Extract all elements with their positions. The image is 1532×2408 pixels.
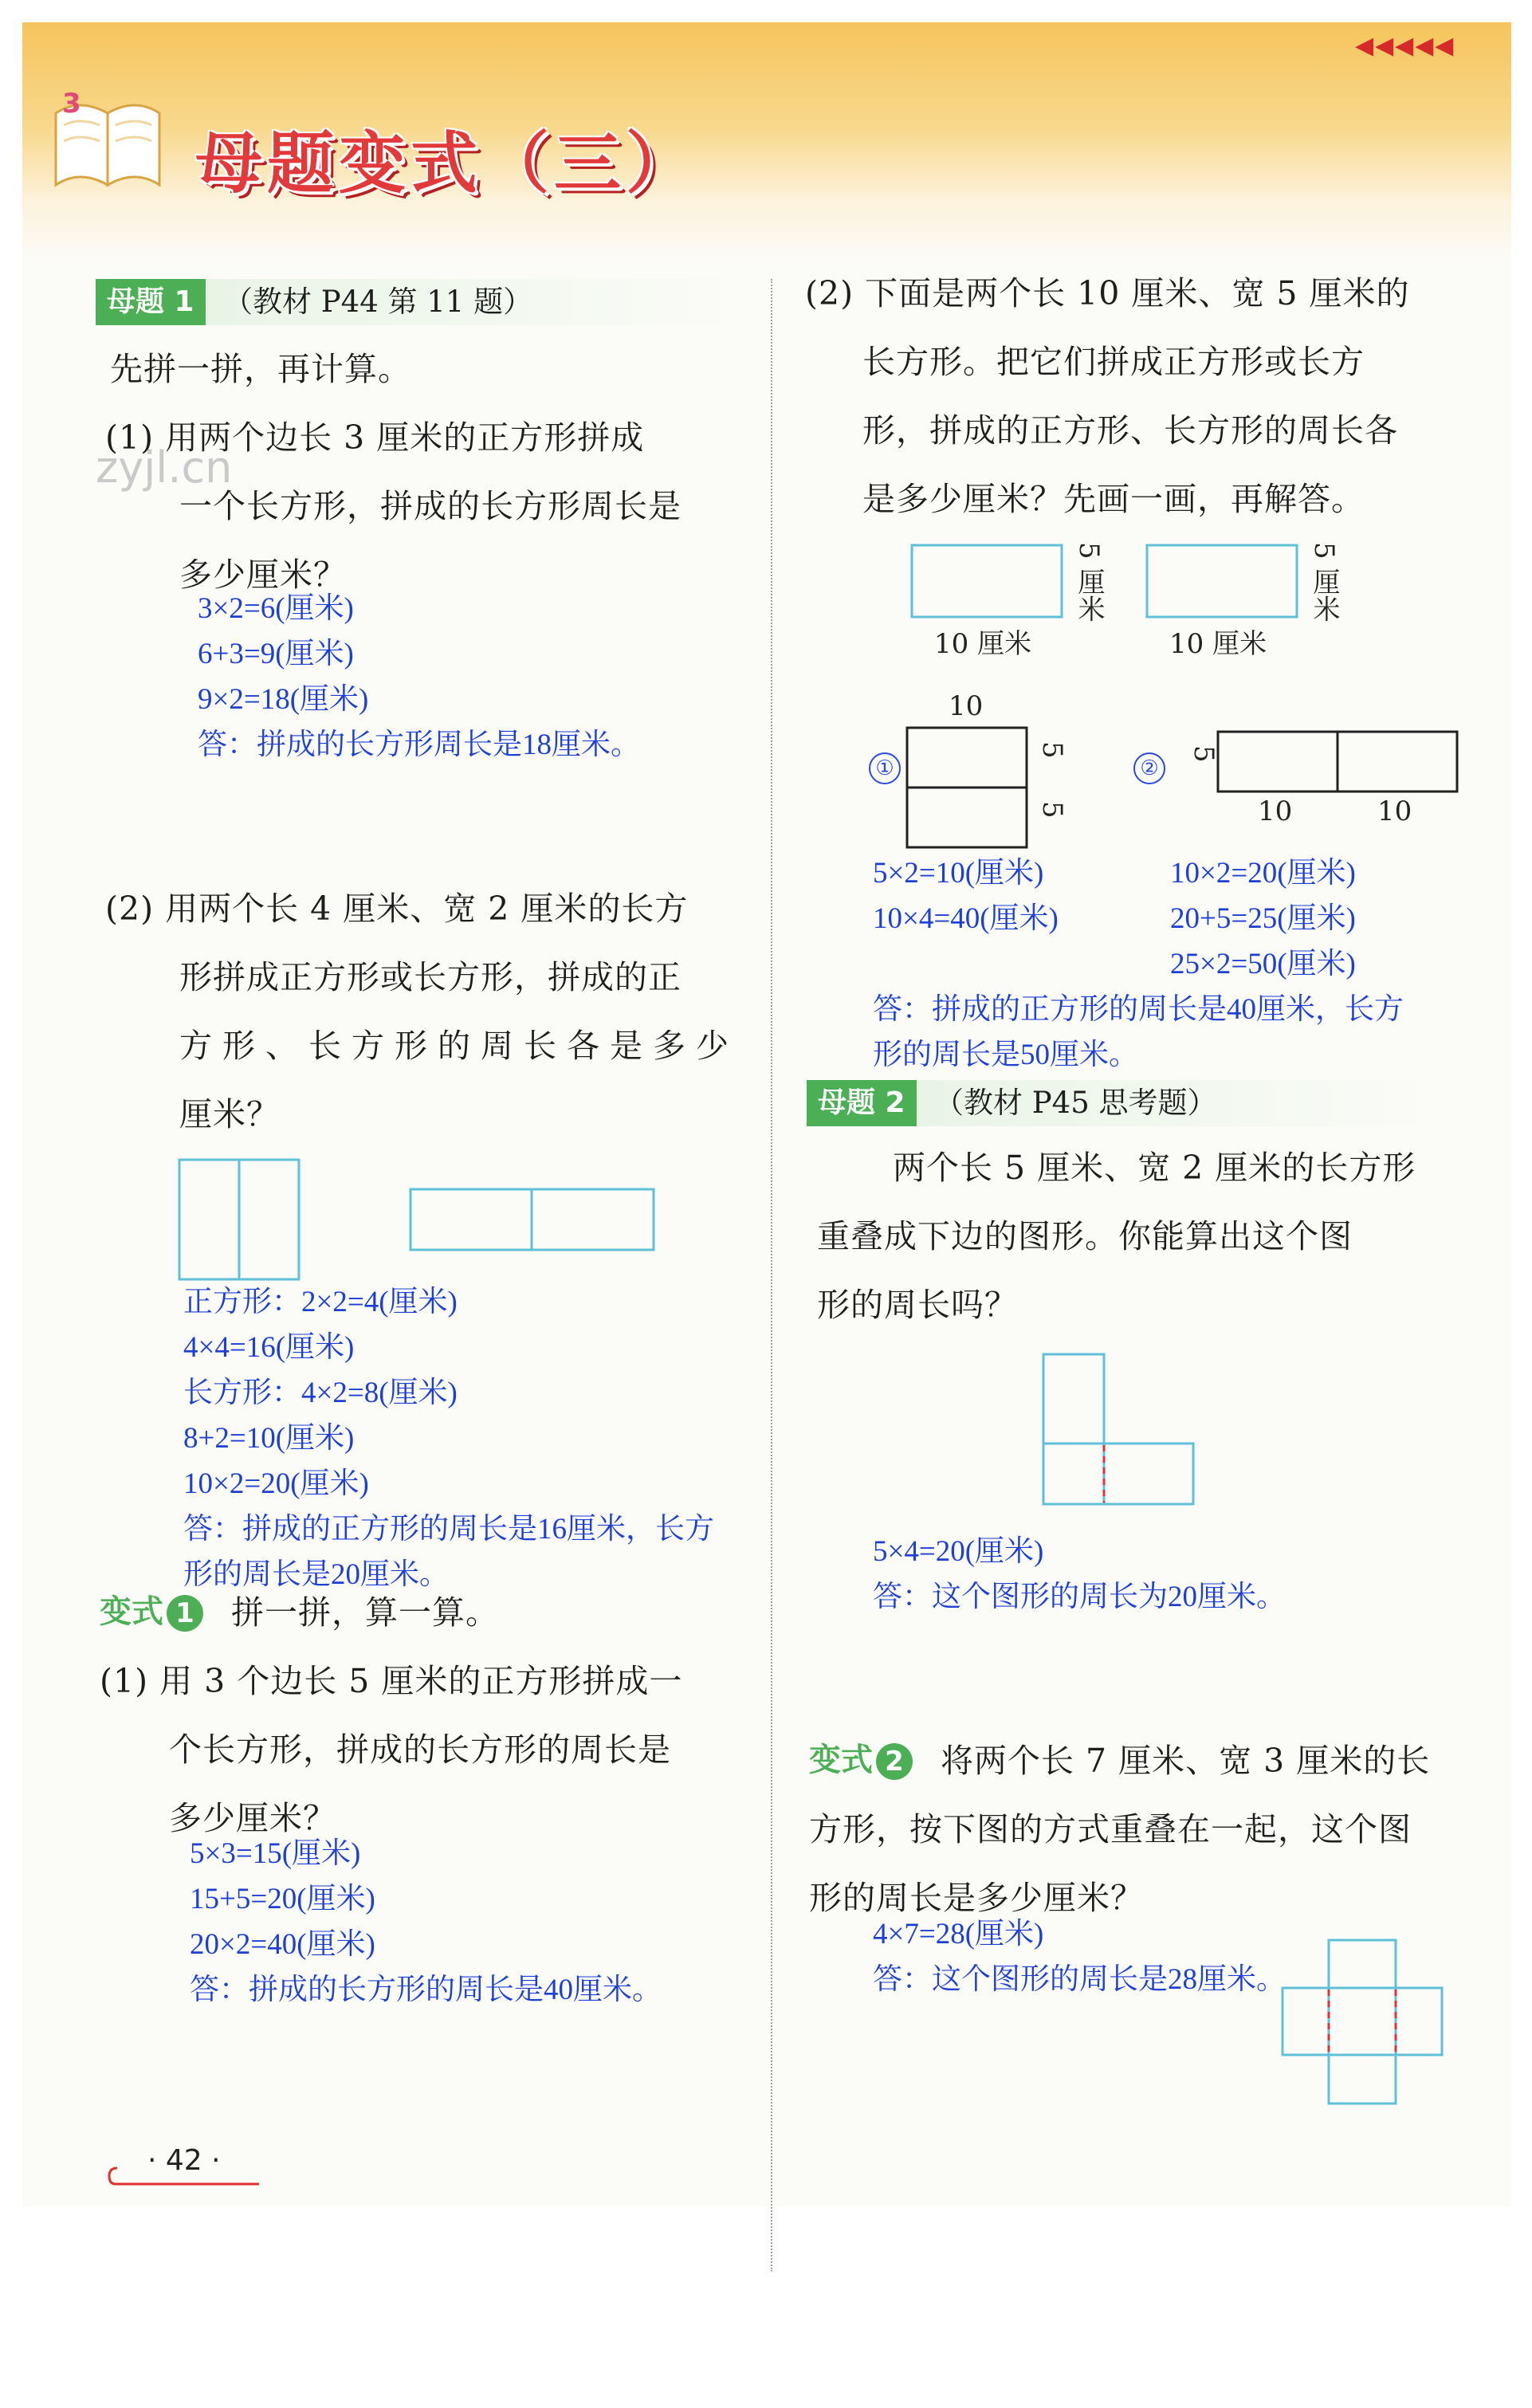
figure-2-side-label: 5 <box>1188 745 1220 763</box>
q1-p1-line3: 多少厘米？ <box>179 556 347 594</box>
variant-1-line1: (1) 用 3 个边长 5 厘米的正方形拼成一 <box>100 1662 683 1700</box>
column-divider <box>771 279 772 2272</box>
q1-p2-line2: 形拼成正方形或长方形，拼成的正 <box>179 958 682 996</box>
q1p2-answer-right-2: 20+5=25(厘米) <box>1170 902 1356 935</box>
q1-p2-answer-7: 形的周长是20厘米。 <box>183 1558 449 1591</box>
variant-2-line2: 方形，按下图的方式重叠在一起，这个图 <box>809 1810 1412 1848</box>
badge-number: 3 <box>62 88 81 120</box>
q1p2-line3: 形，拼成的正方形、长方形的周长各 <box>862 411 1398 450</box>
figure-1-top-label: 10 <box>949 690 984 722</box>
figure-1-square <box>905 725 1032 853</box>
q1-p2-answer-6: 答：拼成的正方形的周长是16厘米，长方 <box>183 1513 714 1546</box>
variant-2-answer-2: 答：这个图形的周长是28厘米。 <box>873 1963 1286 1996</box>
q2-line1: 两个长 5 厘米、宽 2 厘米的长方形 <box>893 1149 1416 1187</box>
figure-2-rectangle <box>1216 729 1463 797</box>
figure-2-bottom-label-2: 10 <box>1377 795 1412 827</box>
q1-source: （教材 P44 第 11 题） <box>223 285 533 319</box>
q1-p2-answer-2: 4×4=16(厘米) <box>183 1331 355 1364</box>
given-rect-2-width: 5 厘米 <box>1308 542 1340 623</box>
given-rect-2-length: 10 厘米 <box>1169 628 1267 660</box>
variant-1-text: 变式 <box>100 1593 163 1630</box>
figure-1-side-label-top: 5 <box>1036 741 1068 759</box>
variant-1-answer-2: 15+5=20(厘米) <box>190 1883 375 1915</box>
variant-1-label <box>100 1588 203 1636</box>
q1p2-line4: 是多少厘米？先画一画，再解答。 <box>862 480 1365 518</box>
q1p2-answer-left-1: 5×2=10(厘米) <box>873 857 1044 890</box>
q2-answer-2: 答：这个图形的周长为20厘米。 <box>873 1581 1286 1613</box>
q2-line3: 形的周长吗？ <box>817 1286 1018 1324</box>
q1p2-answer-right-1: 10×2=20(厘米) <box>1170 857 1356 890</box>
variant-2-line3: 形的周长是多少厘米？ <box>809 1879 1144 1917</box>
q1-p2-answer-5: 10×2=20(厘米) <box>183 1467 369 1500</box>
q1-p1-answer-3: 9×2=18(厘米) <box>198 683 369 716</box>
figure-1-number: ① <box>869 752 901 784</box>
q1-p2-line4: 厘米？ <box>179 1095 280 1133</box>
given-rect-1-width: 5 厘米 <box>1073 542 1105 623</box>
q2-line2: 重叠成下边的图形。你能算出这个图 <box>817 1217 1353 1255</box>
variant-2-label <box>809 1736 913 1784</box>
q1-p2-answer-1: 正方形：2×2=4(厘米) <box>183 1286 458 1318</box>
figure-1-side-label-bottom: 5 <box>1036 801 1068 819</box>
q1-p2-line1: (2) 用两个长 4 厘米、宽 2 厘米的长方 <box>105 890 689 928</box>
q1p2-answer-left-2: 10×4=40(厘米) <box>873 902 1059 935</box>
q1-p1-line2: 一个长方形，拼成的长方形周长是 <box>179 487 682 525</box>
q1-p1-line1: (1) 用两个边长 3 厘米的正方形拼成 <box>105 418 645 457</box>
variant-2-answer-1: 4×7=28(厘米) <box>873 1918 1044 1950</box>
variant-1-line3: 多少厘米？ <box>169 1799 336 1837</box>
q1-p2-line3: 方形、长方形的周长各是多少 <box>179 1027 739 1065</box>
variant-1-answer-3: 20×2=40(厘米) <box>190 1928 375 1961</box>
figure-2-number: ② <box>1133 752 1165 784</box>
variant-2-overlap-figure <box>1279 1937 1447 2108</box>
variant-1-number: 1 <box>167 1595 203 1632</box>
q1p2-line1: (2) 下面是两个长 10 厘米、宽 5 厘米的 <box>805 274 1410 312</box>
q2-source: （教材 P45 思考题） <box>934 1086 1217 1120</box>
q2-answer-1: 5×4=20(厘米) <box>873 1535 1044 1568</box>
q1-tag: 母题 1 <box>96 279 206 325</box>
variant-1-line2: 个长方形，拼成的长方形的周长是 <box>169 1730 671 1769</box>
q1-p1-answer-4: 答：拼成的长方形周长是18厘米。 <box>198 729 640 761</box>
variant-1-answer-1: 5×3=15(厘米) <box>190 1837 361 1870</box>
q2-overlap-figure <box>1040 1351 1208 1510</box>
q1p2-answer-right-3: 25×2=50(厘米) <box>1170 948 1356 980</box>
q2-tag: 母题 2 <box>807 1080 917 1126</box>
q1-p2-figures <box>175 1156 670 1291</box>
page-title: 母题变式（三） <box>195 124 698 202</box>
variant-2-text: 变式 <box>809 1742 873 1778</box>
q1-p2-answer-4: 8+2=10(厘米) <box>183 1422 355 1455</box>
variant-2-line1: 将两个长 7 厘米、宽 3 厘米的长 <box>941 1742 1431 1780</box>
variant-1-prompt: 拼一拼，算一算。 <box>231 1593 499 1632</box>
variant-2-number: 2 <box>876 1743 913 1780</box>
page-number: · 42 · <box>147 2144 221 2177</box>
q1p2-conclusion-1: 答：拼成的正方形的周长是40厘米，长方 <box>873 993 1404 1026</box>
q1-p2-answer-3: 长方形：4×2=8(厘米) <box>183 1377 458 1409</box>
q1-p1-answer-1: 3×2=6(厘米) <box>198 592 354 625</box>
q1-intro: 先拼一拼，再计算。 <box>110 350 411 388</box>
figure-2-bottom-label-1: 10 <box>1258 795 1293 827</box>
given-rect-1-length: 10 厘米 <box>934 628 1032 660</box>
variant-1-answer-4: 答：拼成的长方形的周长是40厘米。 <box>190 1974 662 2006</box>
arrows-decoration: ◀◀◀◀◀ <box>1355 32 1455 60</box>
q1p2-line2: 长方形。把它们拼成正方形或长方 <box>862 343 1365 381</box>
watermark: zyjl.cn <box>96 442 233 493</box>
q1p2-conclusion-2: 形的周长是50厘米。 <box>873 1039 1138 1071</box>
q1-p1-answer-2: 6+3=9(厘米) <box>198 638 354 670</box>
